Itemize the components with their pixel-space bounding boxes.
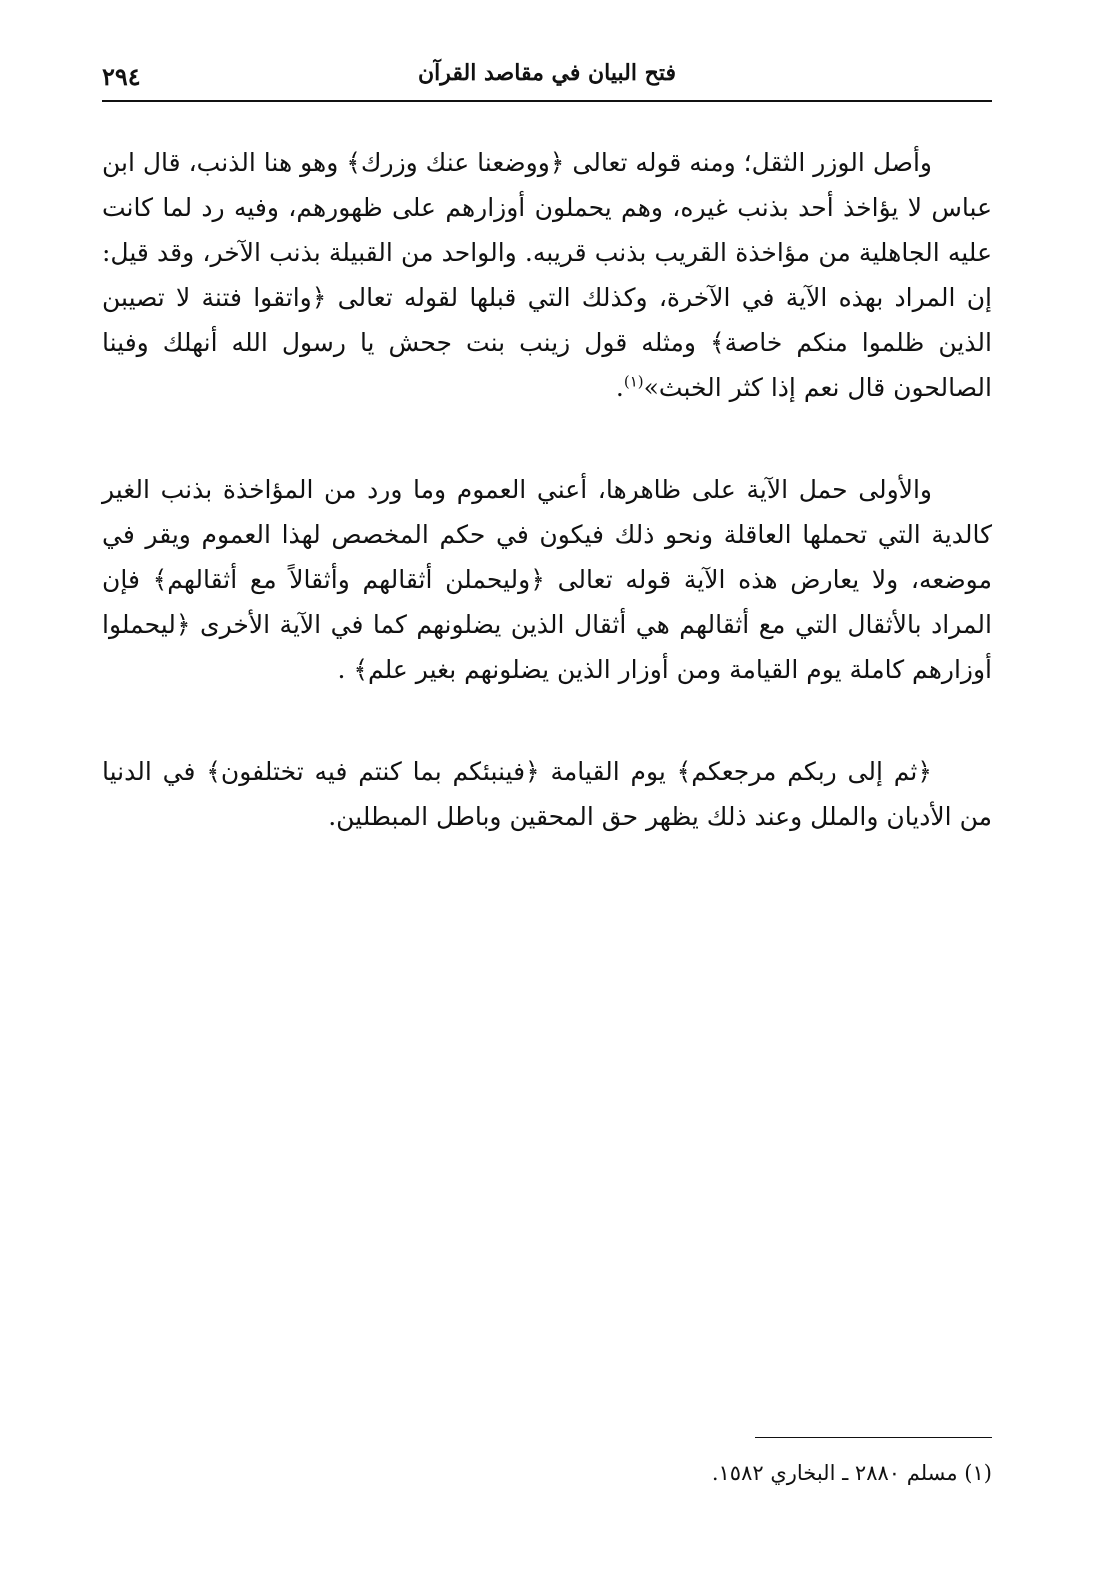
body-text <box>102 140 992 839</box>
paragraph-1 <box>102 140 992 410</box>
footnote: (١) مسلم ٢٨٨٠ ـ البخاري ١٥٨٢. <box>711 1461 992 1485</box>
running-title: فتح البيان في مقاصد القرآن <box>418 60 676 86</box>
paragraph-1-text: وأصل الوزر الثقل؛ ومنه قوله تعالى ﴿ووضعنا عنك وزرك﴾ وهو هنا الذنب، قال ابن عباس لا يؤاخذ أحد بذنب غيره، وهم يحملون أوزارهم على ظهورهم، وفيه رد لما كانت عليه الجاهلية من مؤاخذة القريب بذنب قريبه. والواحد من القبيلة بذنب الآخر، وقد قيل: إن المراد بهذه الآية في الآخرة، وكذلك التي قبلها لقوله تعالى ﴿واتقوا فتنة لا تصيبن الذين ظلموا منكم خاصة﴾ ومثله قول زينب بنت جحش يا رسول الله أنهلك وفينا الصالحون قال نعم إذا كثر الخبث» <box>102 148 992 402</box>
footnote-rule <box>755 1437 992 1438</box>
paragraph-3: ﴿ثم إلى ربكم مرجعكم﴾ يوم القيامة ﴿فينبئكم بما كنتم فيه تختلفون﴾ في الدنيا من الأديان والملل وعند ذلك يظهر حق المحقين وباطل المبطلين. <box>102 757 992 831</box>
footnote-reference: (١) <box>623 372 644 391</box>
paragraph-1-tail: . <box>615 373 624 402</box>
header-rule <box>102 100 992 102</box>
page-header <box>102 60 992 100</box>
page-number: ٢٩٤ <box>102 62 141 91</box>
paragraph-2: والأولى حمل الآية على ظاهرها، أعني العموم وما ورد من المؤاخذة بذنب الغير كالدية التي تحملها العاقلة ونحو ذلك فيكون في حكم المخصص لهذا العموم ويقر في موضعه، ولا يعارض هذه الآية قوله تعالى ﴿وليحملن أثقالهم وأثقالاً مع أثقالهم﴾ فإن المراد بالأثقال التي مع أثقالهم هي أثقال الذين يضلونهم كما في الآية الأخرى ﴿ليحملوا أوزارهم كاملة يوم القيامة ومن أوزار الذين يضلونهم بغير علم﴾ . <box>102 475 992 684</box>
